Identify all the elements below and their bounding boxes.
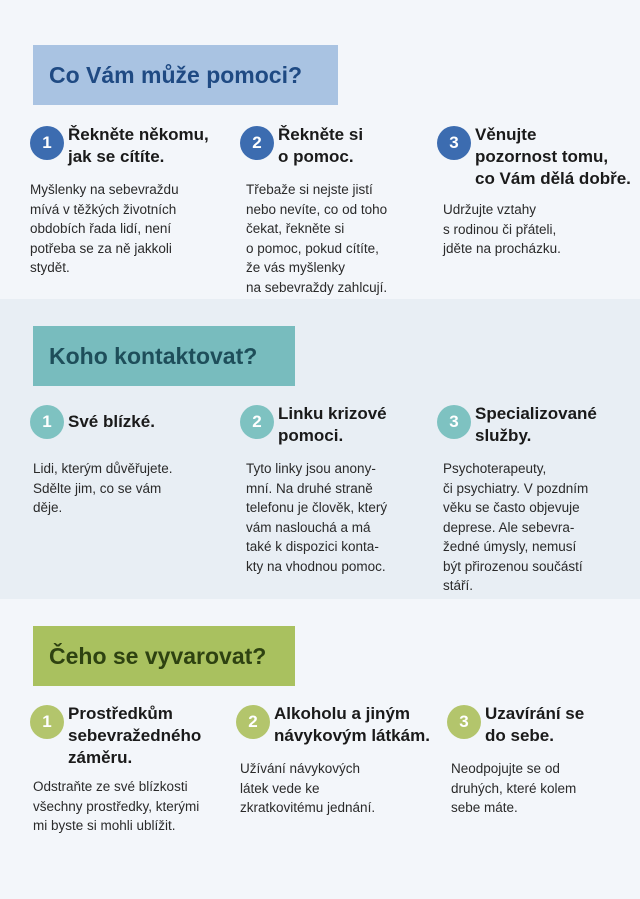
item-title-line: Věnujte: [475, 125, 537, 144]
item-title: [278, 403, 387, 447]
item-title: [68, 124, 209, 168]
item-body-line: či psychiatry. V pozdním: [443, 480, 589, 496]
item-body-line: Psychoterapeuty,: [443, 461, 547, 476]
item-body-line: stáří.: [443, 578, 474, 593]
item-body-line: Myšlenky na sebevraždu: [30, 182, 179, 197]
item-body: [33, 459, 211, 518]
number-badge: 2: [240, 405, 274, 439]
item-body-line: Udržujte vztahy: [443, 202, 537, 217]
item-body-line: Neodpojujte se od: [451, 761, 560, 776]
item-title: [475, 124, 631, 190]
item-body-line: mní. Na druhé straně: [246, 480, 373, 496]
item-body-line: na sebevraždy zahlcují.: [246, 279, 388, 295]
item-body: [451, 759, 606, 818]
section-who-to-contact: [0, 299, 640, 599]
item-title-line: Linku krizové: [278, 404, 387, 423]
item-body-line: druhých, které kolem: [451, 780, 577, 796]
section-heading: Čeho se vyvarovat?: [33, 626, 295, 686]
section-heading: Koho kontaktovat?: [33, 326, 295, 386]
item-body-line: Lidi, kterým důvěřujete.: [33, 461, 173, 476]
item-title-line: pomoci.: [278, 426, 344, 445]
item-title: [274, 703, 430, 747]
item-body-line: telefonu je člověk, který: [246, 500, 388, 515]
item-title-line: Alkoholu a jiným: [274, 704, 411, 723]
item-body: [443, 459, 625, 596]
number-badge: 3: [437, 126, 471, 160]
item-body-line: být přirozenou součástí: [443, 558, 583, 574]
item-title-line: Své blízké.: [68, 412, 155, 431]
item-body: [246, 459, 412, 576]
item-body-line: o pomoc, pokud cítíte,: [246, 240, 379, 256]
item-title-line: pozornost tomu,: [475, 147, 609, 166]
item-body-line: děje.: [33, 500, 63, 515]
item-body-line: Odstraňte ze své blízkosti: [33, 779, 188, 794]
item-body-line: mívá v těžkých životních: [30, 201, 177, 217]
item-title-line: Uzavírání se: [485, 704, 585, 723]
item-body: [240, 759, 415, 818]
item-body-line: kty na vhodnou pomoc.: [246, 558, 386, 574]
item-body-line: potřeba se za ně jakkoli: [30, 240, 172, 256]
item-body-line: deprese. Ale sebevra-: [443, 519, 575, 535]
item-body-line: čekat, řekněte si: [246, 221, 345, 236]
item-body-line: nebo nevíte, co od toho: [246, 201, 388, 217]
item-title: [475, 403, 597, 447]
item-title-line: záměru.: [68, 748, 133, 767]
number-badge: 2: [240, 126, 274, 160]
item-title-line: služby.: [475, 426, 532, 445]
item-title-line: sebevražedného: [68, 726, 202, 745]
item-body-line: sebe máte.: [451, 800, 518, 815]
item-body-line: látek vede ke: [240, 780, 320, 796]
item-title-line: do sebe.: [485, 726, 554, 745]
item-body: [443, 200, 623, 259]
item-body-line: Tyto linky jsou anony-: [246, 461, 376, 476]
item-body: [33, 777, 228, 836]
item-body-line: všechny prostředky, kterými: [33, 798, 200, 814]
item-body-line: mi byste si mohli ublížit.: [33, 818, 176, 833]
item-body-line: zkratkovitému jednání.: [240, 800, 376, 815]
item-title: [68, 411, 155, 433]
item-body-line: Třebaže si nejste jistí: [246, 182, 373, 197]
item-body-line: stydět.: [30, 260, 70, 275]
number-badge: 3: [437, 405, 471, 439]
item-title-line: jak se cítíte.: [68, 147, 165, 166]
section-what-to-avoid: [0, 599, 640, 899]
item-title-line: Řekněte někomu,: [68, 125, 209, 144]
item-title-line: co Vám dělá dobře.: [475, 169, 631, 188]
item-title-line: Řekněte si: [278, 125, 364, 144]
item-body-line: obdobích řada lidí, není: [30, 221, 172, 236]
item-title: [68, 703, 201, 769]
item-title-line: Specializované: [475, 404, 597, 423]
item-title-line: o pomoc.: [278, 147, 354, 166]
item-body-line: Užívání návykových: [240, 761, 361, 776]
item-body-line: Sdělte jim, co se vám: [33, 480, 162, 496]
section-how-to-help: [0, 0, 640, 299]
section-heading: Co Vám může pomoci?: [33, 45, 338, 105]
item-body-line: žedné úmysly, nemusí: [443, 539, 577, 554]
item-body-line: také k dispozici konta-: [246, 539, 379, 554]
item-title-line: Prostředkům: [68, 704, 173, 723]
item-body-line: že vás myšlenky: [246, 260, 346, 275]
item-title: [485, 703, 584, 747]
number-badge: 2: [236, 705, 270, 739]
item-body-line: věku se často objevuje: [443, 500, 580, 515]
number-badge: 3: [447, 705, 481, 739]
item-body: [30, 180, 210, 278]
item-body: [246, 180, 418, 297]
item-body-line: jděte na procházku.: [443, 241, 561, 256]
number-badge: 1: [30, 126, 64, 160]
number-badge: 1: [30, 405, 64, 439]
item-title-line: návykovým látkám.: [274, 726, 430, 745]
item-body-line: s rodinou či přáteli,: [443, 221, 557, 237]
item-body-line: vám naslouchá a má: [246, 519, 371, 535]
number-badge: 1: [30, 705, 64, 739]
item-title: [278, 124, 363, 168]
